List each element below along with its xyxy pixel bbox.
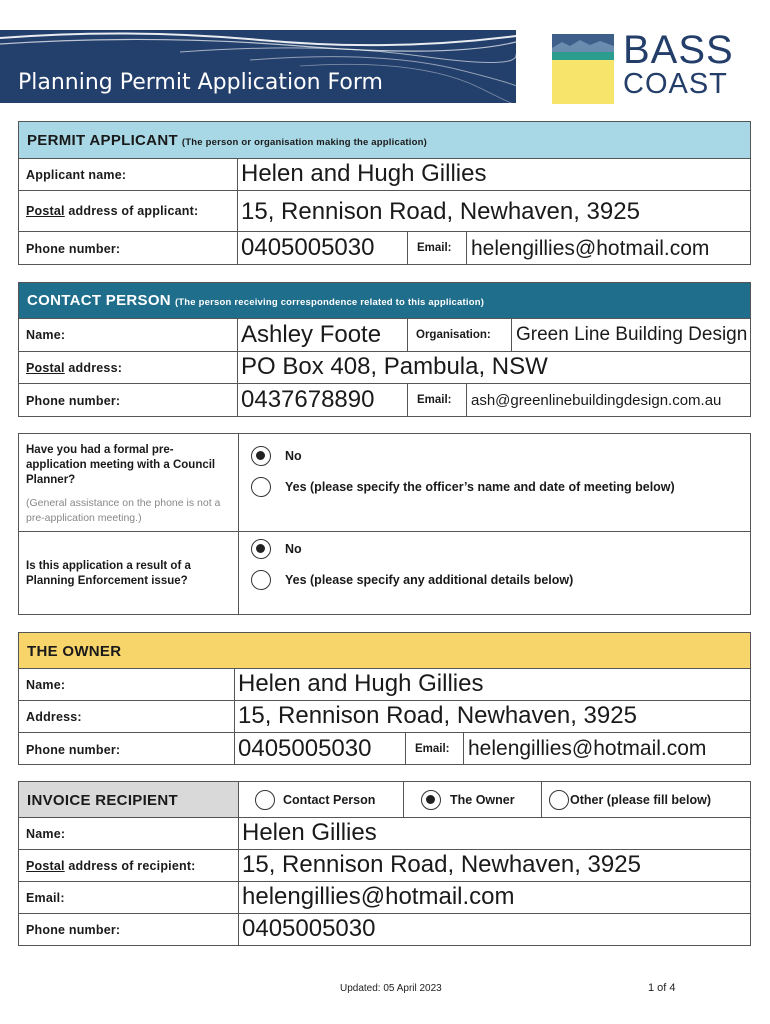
organisation-label: Organisation:: [416, 329, 491, 341]
invoice-email-field[interactable]: helengillies@hotmail.com: [242, 883, 515, 910]
section-title: PERMIT APPLICANT: [27, 132, 178, 149]
applicant-phone-field[interactable]: 0405005030: [241, 234, 375, 261]
invoice-header-row: [19, 782, 750, 817]
field-label: Name:: [26, 328, 66, 342]
label-rest: address:: [64, 361, 123, 375]
field-label: Phone number:: [26, 743, 121, 757]
page-title: Planning Permit Application Form: [18, 70, 383, 95]
field-label: Name:: [26, 678, 66, 692]
enforcement-question: Is this application a result of a Planning Enforcement issue?: [26, 560, 191, 587]
footer-page-number: 1 of 4: [648, 982, 676, 994]
applicant-postal-field[interactable]: 15, Rennison Road, Newhaven, 3925: [241, 198, 640, 225]
label-underlined: Postal: [26, 361, 65, 375]
invoice-recipient-section: [18, 781, 751, 946]
label-rest: address of applicant:: [64, 204, 199, 218]
owner-section: [18, 632, 751, 765]
invoice-name-field[interactable]: Helen Gillies: [242, 819, 377, 846]
questions-section: [18, 433, 751, 615]
invoice-other-label: Other (please fill below): [570, 793, 711, 807]
section-title: THE OWNER: [27, 643, 122, 660]
q2-no-radio[interactable]: [251, 539, 271, 559]
field-label: Applicant name:: [26, 168, 127, 182]
field-label: [26, 859, 196, 873]
contact-email-field[interactable]: ash@greenlinebuildingdesign.com.au: [471, 392, 722, 409]
contact-person-header: [19, 283, 750, 318]
invoice-owner-radio[interactable]: [421, 790, 441, 810]
email-label: Email:: [417, 394, 452, 406]
logo-text-bass: BASS: [623, 28, 734, 72]
applicant-phone-row: [19, 231, 750, 265]
applicant-email-field[interactable]: helengillies@hotmail.com: [471, 237, 710, 260]
invoice-owner-label: The Owner: [450, 793, 515, 807]
owner-name-field[interactable]: Helen and Hugh Gillies: [238, 670, 484, 697]
email-label: Email:: [415, 743, 450, 755]
field-label: Email:: [26, 891, 65, 905]
footer-updated-date: Updated: 05 April 2023: [340, 983, 442, 994]
field-label: [26, 204, 198, 218]
label-underlined: Postal: [26, 204, 65, 218]
owner-email-field[interactable]: helengillies@hotmail.com: [468, 737, 707, 760]
owner-address-row: [19, 700, 750, 732]
owner-address-field[interactable]: 15, Rennison Road, Newhaven, 3925: [238, 702, 637, 729]
field-label: [26, 361, 122, 375]
section-subtitle: (The person or organisation making the application): [181, 137, 428, 148]
email-label: Email:: [417, 242, 452, 254]
contact-postal-field[interactable]: PO Box 408, Pambula, NSW: [241, 353, 548, 380]
section-title: CONTACT PERSON: [27, 292, 171, 309]
invoice-phone-field[interactable]: 0405005030: [242, 915, 376, 942]
invoice-postal-row: [19, 849, 750, 881]
owner-name-row: [19, 668, 750, 700]
contact-person-section: [18, 282, 751, 417]
permit-applicant-header: [19, 122, 750, 158]
applicant-postal-row: [19, 190, 750, 231]
applicant-name-field[interactable]: Helen and Hugh Gillies: [241, 160, 487, 187]
invoice-contact-radio[interactable]: [255, 790, 275, 810]
q1-yes-label: Yes (please specify the officer’s name and date of meeting below): [285, 480, 675, 494]
pre-application-note: (General assistance on the phone is not a pre-application meeting.): [26, 497, 221, 524]
invoice-name-row: [19, 817, 750, 849]
section-subtitle: (The person receiving correspondence related to this application): [174, 297, 485, 308]
owner-phone-field[interactable]: 0405005030: [238, 735, 372, 762]
invoice-contact-label: Contact Person: [283, 793, 376, 807]
contact-postal-row: [19, 351, 750, 383]
q1-no-label: No: [285, 449, 302, 463]
q2-no-label: No: [285, 542, 302, 556]
contact-phone-row: [19, 383, 750, 417]
permit-applicant-section: [18, 121, 751, 265]
q1-yes-radio[interactable]: [251, 477, 271, 497]
contact-organisation-field[interactable]: Green Line Building Design: [516, 324, 748, 345]
field-label: Phone number:: [26, 394, 121, 408]
invoice-other-radio[interactable]: [549, 790, 569, 810]
contact-phone-field[interactable]: 0437678890: [241, 386, 375, 413]
section-title: INVOICE RECIPIENT: [27, 792, 178, 809]
owner-phone-row: [19, 732, 750, 765]
field-label: Phone number:: [26, 242, 121, 256]
q2-yes-radio[interactable]: [251, 570, 271, 590]
q1-no-radio[interactable]: [251, 446, 271, 466]
contact-name-field[interactable]: Ashley Foote: [241, 321, 382, 348]
q2-yes-label: Yes (please specify any additional details below): [285, 573, 574, 587]
invoice-email-row: [19, 881, 750, 913]
title-banner: [0, 30, 516, 103]
label-underlined: Postal: [26, 859, 65, 873]
contact-name-row: [19, 318, 750, 351]
pre-application-question: Have you had a formal pre-application meeting with a Council Planner?: [26, 444, 216, 486]
bass-coast-logo-icon: [552, 30, 618, 104]
field-label: Address:: [26, 710, 82, 724]
field-label: Phone number:: [26, 923, 121, 937]
logo-text-coast: COAST: [623, 68, 728, 100]
invoice-postal-field[interactable]: 15, Rennison Road, Newhaven, 3925: [242, 851, 641, 878]
applicant-name-row: [19, 158, 750, 190]
owner-header: [19, 633, 750, 668]
invoice-phone-row: [19, 913, 750, 946]
invoice-header: [19, 782, 238, 817]
enforcement-row: [19, 531, 750, 615]
field-label: Name:: [26, 827, 66, 841]
label-rest: address of recipient:: [64, 859, 196, 873]
